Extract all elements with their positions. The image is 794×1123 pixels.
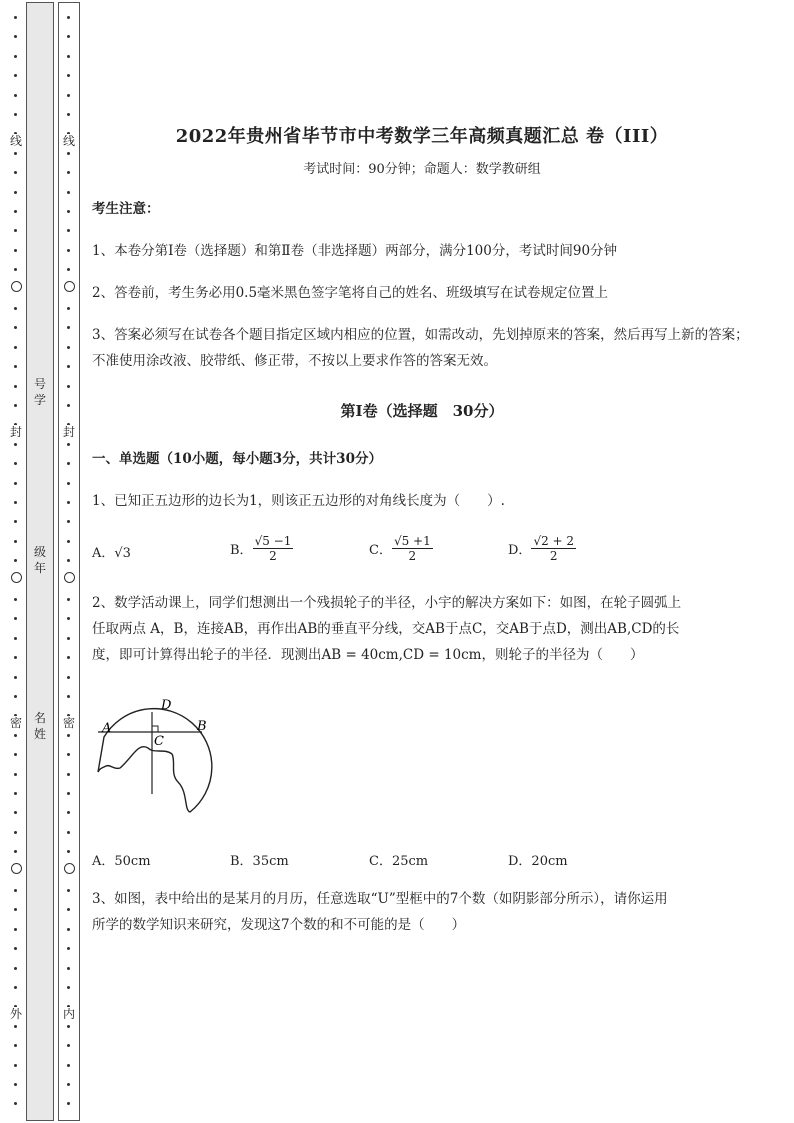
point-label-a: A xyxy=(102,721,112,736)
binding-dot xyxy=(67,831,70,834)
outer-circle-mark xyxy=(11,863,22,874)
question-2-line-2: 任取两点 A，B，连接AB，再作出AB的垂直平分线，交AB于点C，交AB于点D，测出AB,CD的长 xyxy=(92,621,680,637)
option-label: C． xyxy=(369,543,392,558)
point-label-b: B xyxy=(197,719,207,734)
field-label-text: 级 年 xyxy=(33,545,46,575)
binding-dot xyxy=(14,656,17,659)
binding-dot xyxy=(14,734,17,737)
q2-option-b: B．35cm xyxy=(230,854,289,869)
binding-dot xyxy=(67,404,70,407)
broken-wheel-figure xyxy=(92,692,222,822)
binding-dot xyxy=(67,326,70,329)
binding-dot xyxy=(14,520,17,523)
binding-dot xyxy=(67,346,70,349)
binding-dot xyxy=(14,773,17,776)
outer-circle-mark xyxy=(11,572,22,583)
binding-dot xyxy=(67,695,70,698)
binding-dot xyxy=(14,617,17,620)
outer-dot-column xyxy=(8,0,24,1123)
binding-dot xyxy=(14,1083,17,1086)
q1-option-a xyxy=(92,542,131,561)
binding-dot xyxy=(67,1083,70,1086)
fraction xyxy=(392,534,433,563)
binding-dot xyxy=(67,792,70,795)
field-label-grade xyxy=(26,544,54,576)
field-label-name xyxy=(26,710,54,742)
question-2-line-3: 度，即可计算得出轮子的半径．现测出AB = 40cm,CD = 10cm，则轮子的半径为（ ） xyxy=(92,647,644,663)
q2-option-d: D．20cm xyxy=(508,854,568,869)
q2-option-a: A．50cm xyxy=(92,854,151,869)
page-title: 2022年贵州省毕节市中考数学三年高频真题汇总 卷（III） xyxy=(175,126,669,147)
binding-dot xyxy=(14,94,17,97)
outer-mark-feng: 封 xyxy=(9,425,22,439)
binding-dot xyxy=(14,753,17,756)
binding-dot xyxy=(14,1025,17,1028)
binding-dot xyxy=(14,346,17,349)
binding-dot xyxy=(14,637,17,640)
binding-dot xyxy=(67,16,70,19)
binding-dot xyxy=(67,753,70,756)
notice-item-3: 3、答案必须写在试卷各个题目指定区域内相应的位置，如需改动，先划掉原来的答案，然后再写上新的答案；不准使用涂改液、胶带纸、修正带，不按以上要求作答的答案无效。 xyxy=(92,327,749,369)
binding-dot xyxy=(67,986,70,989)
binding-dot xyxy=(14,831,17,834)
inner-mark-feng: 封 xyxy=(62,425,75,439)
binding-dot xyxy=(67,850,70,853)
part-title: 一、单选题（10小题，每小题3分，共计30分） xyxy=(92,451,382,467)
binding-dot xyxy=(67,171,70,174)
field-label-student-id xyxy=(26,376,54,408)
binding-dot xyxy=(14,268,17,271)
notice-heading: 考生注意： xyxy=(92,201,160,217)
binding-dot xyxy=(14,598,17,601)
binding-dot xyxy=(14,404,17,407)
question-3-line-2: 所学的数学知识来研究，发现这7个数的和不可能的是（ ） xyxy=(92,917,466,933)
binding-dot xyxy=(67,365,70,368)
q2-option-c: C．25cm xyxy=(369,854,429,869)
binding-dot xyxy=(67,229,70,232)
binding-dot xyxy=(67,773,70,776)
question-2-line-1: 2、数学活动课上，同学们想测出一个残损轮子的半径，小宇的解决方案如下：如图，在轮子圆弧上 xyxy=(92,595,682,611)
binding-dot xyxy=(67,908,70,911)
binding-dot xyxy=(67,617,70,620)
page-subtitle: 考试时间：90分钟；命题人：数学教研组 xyxy=(303,162,541,177)
binding-dot xyxy=(14,540,17,543)
binding-dot xyxy=(14,229,17,232)
binding-dot xyxy=(14,326,17,329)
binding-dot xyxy=(14,462,17,465)
binding-dot xyxy=(67,637,70,640)
wheel-outline xyxy=(98,709,212,812)
binding-dot xyxy=(14,967,17,970)
binding-dot xyxy=(14,35,17,38)
notice-item-1: 1、本卷分第I卷（选择题）和第Ⅱ卷（非选择题）两部分，满分100分，考试时间90分钟 xyxy=(92,243,618,259)
binding-dot xyxy=(14,482,17,485)
binding-dot xyxy=(67,307,70,310)
binding-dot xyxy=(67,967,70,970)
binding-dot xyxy=(14,249,17,252)
inner-circle-mark xyxy=(64,281,75,292)
fraction-denominator: 2 xyxy=(269,549,277,563)
q1-option-b xyxy=(230,534,293,563)
fraction xyxy=(253,534,294,563)
binding-dot xyxy=(14,1064,17,1067)
binding-dot xyxy=(67,443,70,446)
fraction xyxy=(531,534,576,563)
binding-dot xyxy=(14,986,17,989)
field-label-text: 名 姓 xyxy=(33,711,46,741)
outer-circle-mark xyxy=(11,281,22,292)
binding-dot xyxy=(14,1102,17,1105)
binding-dot xyxy=(67,540,70,543)
binding-dot xyxy=(14,850,17,853)
binding-dot xyxy=(14,307,17,310)
binding-dot xyxy=(67,35,70,38)
point-label-c: C xyxy=(154,734,164,749)
q1-option-d xyxy=(508,534,576,563)
binding-dot xyxy=(67,501,70,504)
inner-circle-mark xyxy=(64,863,75,874)
binding-dot xyxy=(14,1044,17,1047)
binding-dot xyxy=(67,482,70,485)
binding-dot xyxy=(14,908,17,911)
binding-dot xyxy=(67,210,70,213)
binding-dot xyxy=(14,947,17,950)
binding-dot xyxy=(67,1025,70,1028)
binding-dot xyxy=(67,249,70,252)
binding-dot xyxy=(67,889,70,892)
binding-dot xyxy=(67,94,70,97)
binding-dot xyxy=(14,559,17,562)
binding-dot xyxy=(14,171,17,174)
fraction-numerator: √5 −1 xyxy=(254,534,292,548)
binding-dot xyxy=(14,695,17,698)
binding-dot xyxy=(67,113,70,116)
outer-mark-wai: 外 xyxy=(9,1007,22,1021)
binding-dot xyxy=(67,385,70,388)
binding-dot xyxy=(67,191,70,194)
inner-mark-xian: 线 xyxy=(62,134,75,148)
binding-dot xyxy=(14,74,17,77)
binding-dot xyxy=(67,520,70,523)
question-1-stem: 1、已知正五边形的边长为1，则该正五边形的对角线长度为（ ）. xyxy=(92,493,505,509)
binding-dot xyxy=(14,55,17,58)
binding-dot xyxy=(67,462,70,465)
binding-dot xyxy=(14,889,17,892)
binding-dot xyxy=(14,365,17,368)
binding-dot xyxy=(67,74,70,77)
inner-mark-mi: 密 xyxy=(62,716,75,730)
option-label: D． xyxy=(508,543,532,558)
binding-dot xyxy=(14,210,17,213)
binding-dot xyxy=(14,152,17,155)
binding-dot xyxy=(14,191,17,194)
binding-dot xyxy=(67,928,70,931)
binding-dot xyxy=(14,113,17,116)
inner-circle-mark xyxy=(64,572,75,583)
point-label-d: D xyxy=(161,698,172,713)
binding-dot xyxy=(67,152,70,155)
option-value: √3 xyxy=(114,546,131,561)
right-angle-mark xyxy=(152,726,158,732)
fraction-denominator: 2 xyxy=(408,549,417,563)
binding-dot xyxy=(67,811,70,814)
q1-option-c xyxy=(369,534,433,563)
question-3-line-1: 3、如图，表中给出的是某月的月历，任意选取“U”型框中的7个数（如阴影部分所示），请你运用 xyxy=(92,891,668,907)
binding-dot xyxy=(14,16,17,19)
fraction-numerator: √5 +1 xyxy=(393,534,431,548)
binding-margin xyxy=(0,0,82,1123)
binding-dot xyxy=(14,443,17,446)
binding-dot xyxy=(14,928,17,931)
binding-dot xyxy=(14,676,17,679)
binding-dot xyxy=(67,656,70,659)
notice-item-2: 2、答卷前，考生务必用0.5毫米黑色签字笔将自己的姓名、班级填写在试卷规定位置上 xyxy=(92,285,609,301)
inner-mark-nei: 内 xyxy=(62,1007,75,1021)
binding-dot xyxy=(14,811,17,814)
option-label: B． xyxy=(230,543,253,558)
outer-mark-xian: 线 xyxy=(9,134,22,148)
binding-dot xyxy=(67,559,70,562)
field-label-text: 号 学 xyxy=(33,377,46,407)
binding-dot xyxy=(67,676,70,679)
binding-dot xyxy=(67,1064,70,1067)
binding-dot xyxy=(14,792,17,795)
fraction-numerator: √2 + 2 xyxy=(533,534,575,548)
binding-dot xyxy=(14,385,17,388)
section-title: 第I卷（选择题 30分） xyxy=(340,402,504,420)
binding-dot xyxy=(67,734,70,737)
fraction-denominator: 2 xyxy=(549,549,558,563)
binding-dot xyxy=(67,598,70,601)
binding-dot xyxy=(14,501,17,504)
inner-dot-column xyxy=(61,0,77,1123)
binding-dot xyxy=(67,1102,70,1105)
option-label: A． xyxy=(92,546,115,561)
binding-dot xyxy=(67,55,70,58)
outer-mark-mi: 密 xyxy=(9,716,22,730)
binding-dot xyxy=(67,268,70,271)
binding-dot xyxy=(67,947,70,950)
binding-dot xyxy=(67,1044,70,1047)
